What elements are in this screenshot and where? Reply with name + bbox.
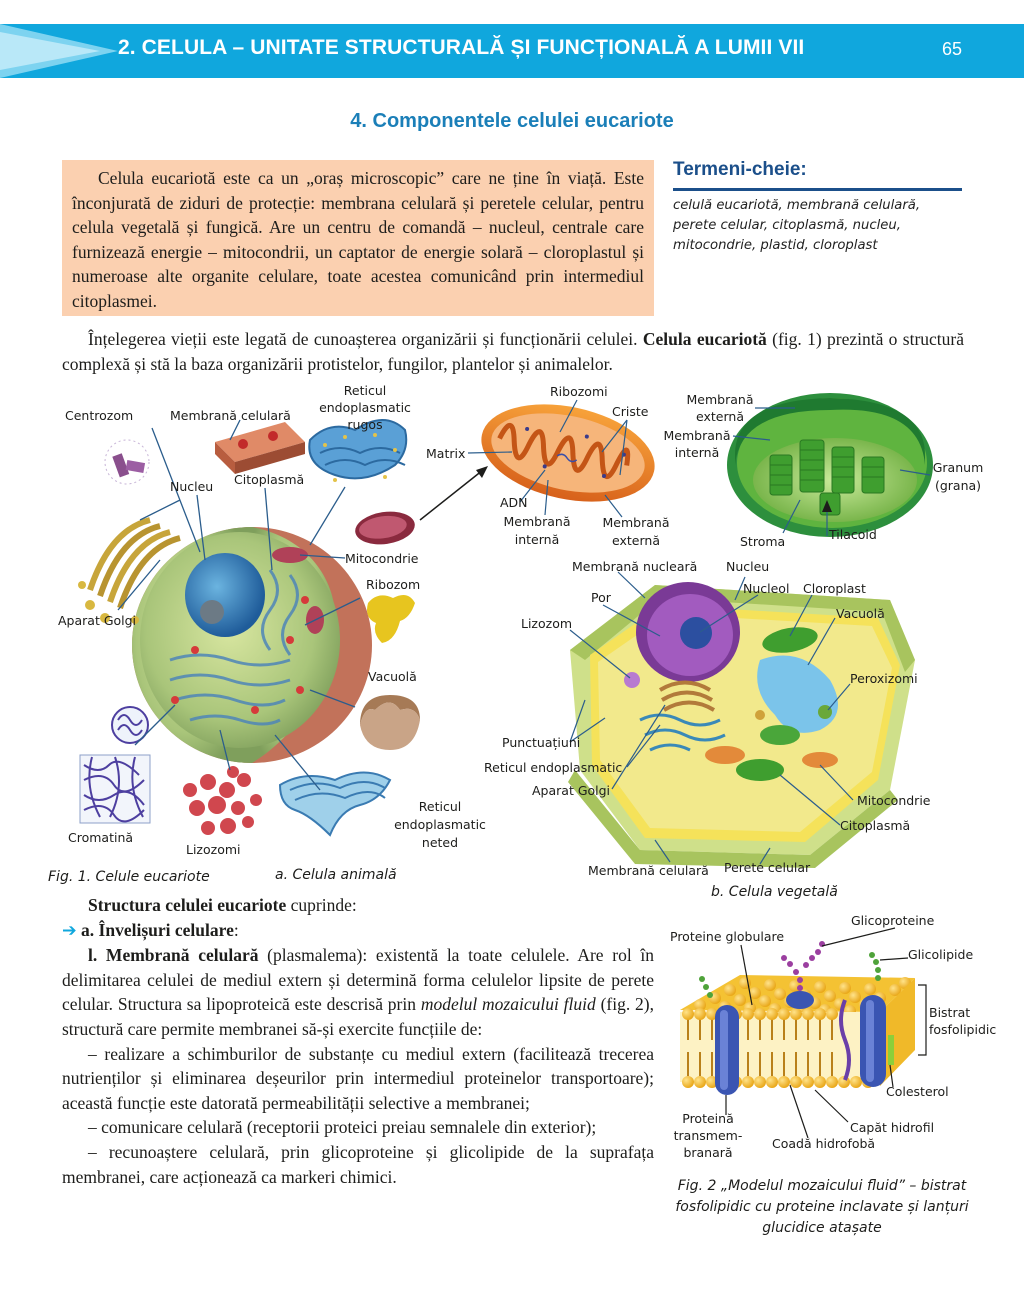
fluid-mosaic-illustration [670,913,996,1160]
label-aparat-golgi: Aparat Golgi [58,613,137,628]
label-ribozom: Ribozom [366,577,421,592]
section-a-line [62,918,654,944]
intro-paragraph-part: (fig. 1) prezintă o structură complexă și stă la baza organizării protistelor, fungilor, plantelor și animalelor. [62,329,964,374]
label-por: Por [591,590,611,605]
label-bistrat-1: Bistrat [929,1005,971,1020]
intro-paragraph-bold: Celula eucariotă [642,329,767,349]
label-chloro-membrana-externa-1: Membrană [686,392,754,407]
label-nucleu: Nucleu [170,479,214,494]
label-lizozomi: Lizozomi [186,842,241,857]
intro-paragraph-part: Înțelegerea vieții este legată de cunoașterea organizării și funcționării celulei. [88,329,643,349]
intro-box [62,160,654,316]
label-centrozom: Centrozom [65,408,134,423]
label-stroma: Stroma [740,534,786,549]
label-plant-nucleu: Nucleu [726,559,770,574]
label-punctuatiuni: Punctuațiuni [502,735,581,750]
membrane-text: (plasmalema): existentă la toate celulele. Are rol în delimitarea celulei de mediul extern și determină forma celulelor lipsite de perete celular. Structura sa lipoproteică este descrisă prin [62,945,654,1015]
label-reticul-rugos-1: Reticul [343,383,387,398]
header-arrow-icon [0,24,118,78]
section-a-heading: a. Învelișuri celulare [81,919,234,940]
label-reticul-rugos-2: endoplasmatic [319,400,411,415]
arrow-right-icon: ➔ [62,920,77,941]
header-bar [0,24,1024,78]
label-bistrat-2: fosfolipidic [929,1022,997,1037]
label-matrix: Matrix [426,446,466,461]
label-lizozom: Lizozom [521,616,573,631]
label-cap-hidrofil: Capăt hidrofil [850,1120,935,1135]
membrane-italic: modelul mozaicului fluid [420,994,596,1015]
label-plant-reticul: Reticul endoplasmatic [484,760,623,775]
page-number: 65 [941,39,962,59]
label-mito-membrana-externa-2: externă [612,533,660,548]
structure-heading [62,893,654,918]
key-terms-title: Termeni-cheie: [673,159,807,180]
label-mito-membrana-externa-1: Membrană [602,515,670,530]
label-perete-celular: Perete celular [724,860,811,875]
plant-cell-caption: b. Celula vegetală [711,884,838,900]
label-glicoproteine: Glicoproteine [851,913,935,928]
label-citoplasma: Citoplasmă [234,472,305,487]
structure-heading-bold: Structura celulei eucariote [88,895,287,915]
label-peroxizomi: Peroxizomi [850,671,918,686]
label-plant-vacuola: Vacuolă [836,606,885,621]
label-reticul-neted-3: neted [421,835,459,850]
label-membrana-nucleara: Membrană nucleară [572,559,698,574]
structure-text-block [62,893,654,1189]
chapter-title: 2. CELULA – UNITATE STRUCTURALĂ ȘI FUNCȚIONALĂ A LUMII VII [118,36,805,59]
figure2-caption: Fig. 2 „Modelul mozaicului fluid” – bistrat fosfolipidic cu proteine inclavate și lanțuri glucidice atașate [675,1178,969,1236]
label-plant-citoplasma: Citoplasmă [840,818,911,833]
intro-paragraph [62,327,964,376]
label-cloroplast: Cloroplast [803,581,866,596]
animal-cell-caption: a. Celula animală [275,867,397,883]
section-a-colon: : [233,919,239,940]
key-terms-list: celulă eucariotă, membrană celulară, perete celular, citoplasmă, nucleu, mitocondrie, plastid, cloroplast [673,198,921,253]
label-colesterol: Colesterol [886,1084,949,1099]
label-adn: ADN [500,495,528,510]
structure-heading-rest: cuprinde: [286,895,357,915]
label-mito-membrana-interna-1: Membrană [503,514,571,529]
intro-text: Celula eucariotă este ca un „oraș microscopic” care ne ține în viață. Este înconjurată de ziduri de protecție: membrana celulară și peretele celular, pentru celula vegetală și fungică. Are un centru de comandă – nucleul, centrale care furnizează energie – mitocondrii, un captator de energie solară – cloroplastul și numeroase alte organite celulare, toate acestea comunicând prin intermediul citoplasmei. [72,168,644,311]
membrane-paragraph [62,943,654,1041]
label-proteina-2: transmem- [673,1128,743,1143]
label-reticul-rugos-3: rugos [347,417,383,432]
label-chloro-membrana-externa-2: externă [696,409,744,424]
function-1: – realizare a schimburilor de substanțe cu mediul extern (facilitează trecerea nutrienților și eliminarea deșeurilor prin intermediul proteinelor transportoare); această funcție este datorată permeabilității selective a membranei; [62,1043,654,1113]
label-mito-membrana-interna-2: internă [514,532,560,547]
label-coada-hidrofoba: Coadă hidrofobă [772,1136,876,1151]
label-proteina-1: Proteină [682,1111,734,1126]
function-2: – comunicare celulară (receptorii proteici preiau semnalele din exterior); [88,1117,597,1138]
label-plant-aparat-golgi: Aparat Golgi [532,783,611,798]
label-proteina-3: branară [683,1145,733,1160]
label-nucleol: Nucleol [743,581,790,596]
label-cromatina: Cromatină [68,830,134,845]
label-reticul-neted-1: Reticul [418,799,462,814]
label-granum-1: Granum [932,460,984,475]
label-plant-membrana-celulara: Membrană celulară [588,863,709,878]
label-plant-mitocondrie: Mitocondrie [857,793,931,808]
label-proteine-globulare: Proteine globulare [670,929,785,944]
label-membrana-celulara: Membrană celulară [170,408,291,423]
membrane-bold: l. Membrană celulară [88,945,259,966]
label-criste: Criste [612,404,649,419]
label-ribozomi: Ribozomi [550,384,608,399]
figure1-caption: Fig. 1. Celule eucariote [48,869,210,885]
key-terms-rule [673,188,962,191]
label-vacuola: Vacuolă [368,669,417,684]
label-reticul-neted-2: endoplasmatic [394,817,486,832]
label-glicolipide: Glicolipide [908,947,974,962]
label-mitocondrie: Mitocondrie [345,551,419,566]
label-tilacoid: Tilacoid [829,527,877,542]
label-chloro-membrana-interna-2: internă [674,445,720,460]
function-3: – recunoaștere celulară, prin glicoproteine și glicolipide de la suprafața membranei, care acționează ca markeri chimici. [62,1141,654,1187]
chloroplast-illustration [727,393,933,537]
label-chloro-membrana-interna-1: Membrană [663,428,731,443]
label-granum-2: (grana) [934,478,982,493]
membrane-text-2: (fig. 2), structură care permite membranei să-și exercite funcțiile de: [62,994,654,1039]
lesson-title: 4. Componentele celulei eucariote [350,110,674,132]
